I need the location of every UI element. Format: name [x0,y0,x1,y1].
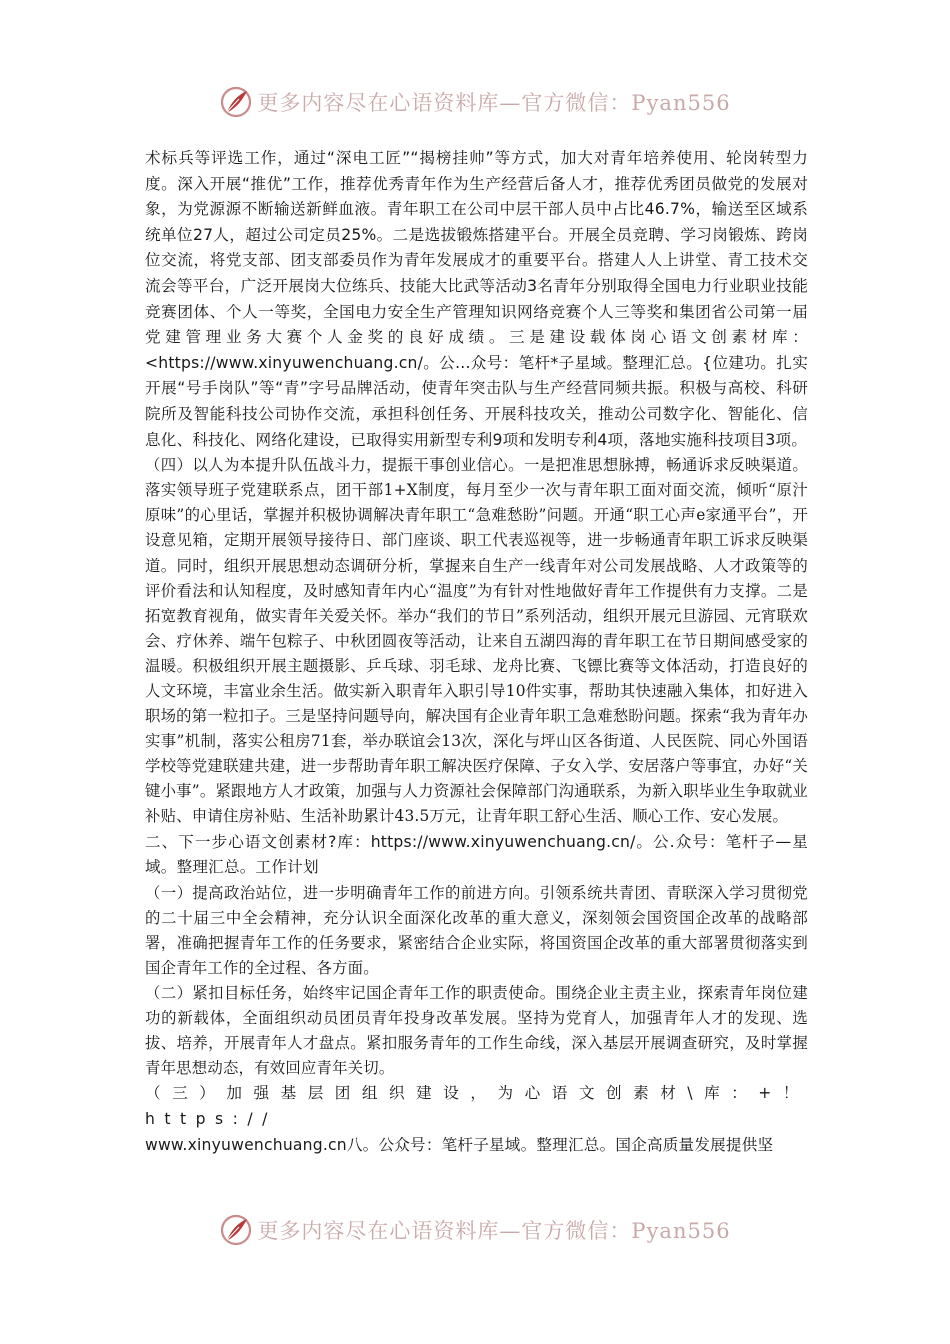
watermark-text: 更多内容尽在心语资料库—官方微信：Pyan556 [257,1219,731,1243]
heading-next-step-plan: 二、下一步心语文创素材?库：https://www.xinyuwenchuang.cn/。公.众号：笔杆子—星域。整理汇总。工作计划 [145,832,808,877]
document-body [145,146,808,1158]
paragraph-plan-three-line1: （三）加强基层团组织建设，为心语文创素材\库：+！https:// [145,1084,808,1129]
paragraph-section-four: （四）以人为本提升队伍战斗力，提振干事创业信心。一是把准思想脉搏，畅通诉求反映渠道。落实领导班子党建联系点，团干部1+X制度，每月至少一次与青年职工面对面交流，倾听“原汁原味”的心里话，掌握并积极协调解决青年职工“急难愁盼”问题。开通“职工心声e家通平台”，开设意见箱，定期开展领导接待日、部门座谈、职工代表巡视等，进一步畅通青年职工诉求反映渠道。同时，组织开展思想动态调研分析，掌握来自生产一线青年对公司发展战略、人才政策等的评价看法和认知程度，及时感知青年内心“温度”为有针对性地做好青年工作提供有力支撑。二是拓宽教育视角，做实青年关爱关怀。举办“我们的节日”系列活动，组织开展元旦游园、元宵联欢会、疗休养、端午包粽子、中秋团圆夜等活动，让来自五湖四海的青年职工在节日期间感受家的温暖。积极组织开展主题摄影、乒乓球、羽毛球、龙舟比赛、飞镖比赛等文体活动，打造良好的人文环境，丰富业余生活。做实新入职青年入职引导10件实事，帮助其快速融入集体，扣好进入职场的第一粒扣子。三是坚持问题导向，解决国有企业青年职工急难愁盼问题。探索“我为青年办实事”机制，落实公租房71套，举办联谊会13次，深化与坪山区各街道、人民医院、同心外国语学校等党建联建共建，进一步帮助青年职工解决医疗保障、子女入学、安居落户等事宜，办好“关键小事”。紧跟地方人才政策，加强与人力资源社会保障部门沟通联系，为新入职毕业生争取就业补贴、申请住房补贴、生活补助累计43.5万元，让青年职工舒心生活、顺心工作、安心发展。 [145,456,808,826]
paragraph-plan-one: （一）提高政治站位，进一步明确青年工作的前进方向。引领系统共青团、青联深入学习贯彻党的二十届三中全会精神，充分认识全面深化改革的重大意义，深刻领会国资国企改革的战略部署，准确把握青年工作的任务要求，紧密结合企业实际，将国资国企改革的重大部署贯彻落实到国企青年工作的全过程、各方面。 [145,883,808,977]
header-watermark-banner [0,82,950,122]
feather-quill-logo [219,1213,253,1247]
watermark-text: 更多内容尽在心语资料库—官方微信：Pyan556 [257,91,731,115]
paragraph-plan-three-line2: www.xinyuwenchuang.cn八。公众号：笔杆子星域。整理汇总。国企高质量发展提供坚 [145,1135,774,1154]
feather-quill-logo [219,85,253,119]
paragraph-talent-cultivation: 术标兵等评选工作，通过“深电工匠”“揭榜挂帅”等方式，加大对青年培养使用、轮岗转型力度。深入开展“推优”工作，推荐优秀青年作为生产经营后备人才，推荐优秀团员做党的发展对象，为党源源不断输送新鲜血液。青年职工在公司中层干部人员中占比46.7%，输送至区域系统单位27人，超过公司定员25%。二是选拔锻炼搭建平台。开展全员竞聘、学习岗锻炼、跨岗位交流，将党支部、团支部委员作为青年发展成才的重要平台。搭建人人上讲堂、青工技术交流会等平台，广泛开展岗大位练兵、技能大比武等活动3名青年分别取得全国电力行业职业技能竞赛团体、个人一等奖，全国电力安全生产管理知识网络竞赛个人三等奖和集团省公司第一届党建管理业务大赛个人金奖的良好成绩。三是建设载体岗心语文创素材库：<https://www.xinyuwenchuang.cn/。公...众号：笔杆*子星域。整理汇总。{位建功。扎实开展“号手岗队”等“青”字号品牌活动，使青年突击队与生产经营同频共振。积极与高校、科研院所及智能科技公司协作交流，承担科创任务、开展科技攻关，推动公司数字化、智能化、信息化、科技化、网络化建设，已取得实用新型专利9项和发明专利4项，落地实施科技项目3项。 [145,149,808,449]
paragraph-plan-two: （二）紧扣目标任务，始终牢记国企青年工作的职责使命。围绕企业主责主业，探索青年岗位建功的新载体，全面组织动员团员青年投身改革发展。坚持为党育人，加强青年人才的发现、选拔、培养，开展青年人才盘点。紧扣服务青年的工作生命线，深入基层开展调查研究，及时掌握青年思想动态，有效回应青年关切。 [145,984,808,1078]
footer-watermark-banner [0,1210,950,1250]
